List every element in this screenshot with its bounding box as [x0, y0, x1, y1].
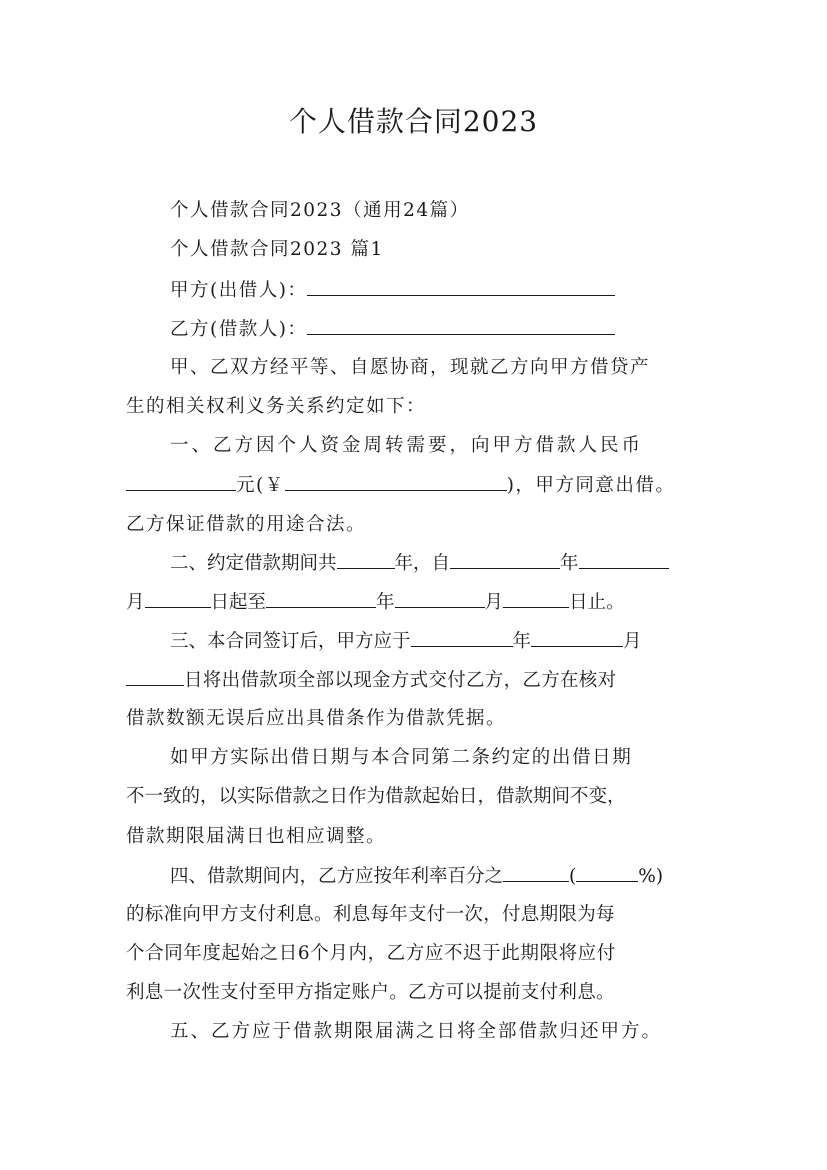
end-month-blank [395, 589, 485, 608]
rate-figure-blank [576, 863, 638, 882]
clause-4-text: 四、借款期间内，乙方应按年利率百分之 [170, 866, 504, 887]
clause-5-line: 五、乙方应于借款期限届满之日将全部借款归还甲方。 [170, 1021, 663, 1042]
paragraph-line: 如甲方实际出借日期与本合同第二条约定的出借日期 [170, 747, 633, 768]
currency-text: 元(￥ [236, 475, 285, 496]
clause-3-row-2 [126, 667, 616, 694]
clause-2-text: 二、约定借款期间共 [170, 553, 337, 574]
clause-2-text: 月 [126, 592, 145, 613]
clause-2-row-2 [126, 589, 625, 616]
end-year-blank [266, 589, 376, 608]
clause-3-text: 年 [512, 631, 532, 652]
clause-4-row [170, 863, 663, 890]
start-month-blank [579, 550, 669, 569]
clause-3-row [170, 628, 642, 655]
delivery-year-blank [411, 628, 513, 647]
subtitle-line: 个人借款合同2023（通用24篇） [170, 200, 470, 221]
years-blank [337, 550, 395, 569]
delivery-day-blank [126, 667, 184, 686]
clause-2-text: 日止。 [569, 592, 625, 613]
clause-1-amount-row [126, 472, 675, 499]
rate-words-blank [503, 863, 569, 882]
clause-2-text: 年 [376, 592, 395, 613]
party-b-blank [307, 316, 615, 335]
clause-4-text: ( [569, 866, 577, 887]
delivery-month-blank [531, 628, 623, 647]
start-day-blank [145, 589, 211, 608]
party-a-row [170, 277, 615, 304]
paragraph-line: 借款数额无误后应出具借条作为借款凭据。 [126, 708, 507, 729]
section-heading: 个人借款合同2023 篇1 [170, 239, 384, 260]
clause-2-text: 年，自 [394, 553, 451, 574]
paragraph-line: 的标准向甲方支付利息。利息每年支付一次，付息期限为每 [126, 904, 615, 925]
clause-2-row [170, 550, 669, 577]
document-title: 个人借款合同2023 [288, 105, 539, 138]
clause-2-text: 月 [484, 592, 504, 613]
clause-3-text: 日将出借款项全部以现金方式交付乙方，乙方在核对 [184, 670, 617, 691]
start-year-blank [450, 550, 560, 569]
paragraph-line: 利息一次性支付至甲方指定账户。乙方可以提前支付利息。 [126, 982, 615, 1003]
paragraph-line: 个合同年度起始之日6个月内，乙方应不迟于此期限将应付 [126, 943, 616, 964]
paragraph-line: 甲、乙双方经平等、自愿协商，现就乙方向甲方借贷产 [170, 357, 651, 378]
paragraph-line: 乙方保证借款的用途合法。 [126, 514, 367, 535]
party-b-label: 乙方(借款人)： [170, 319, 308, 340]
clause-2-text: 日起至 [210, 592, 267, 613]
amount-figure-blank [285, 472, 507, 491]
party-b-row [170, 316, 615, 343]
clause-2-text: 年 [560, 553, 579, 574]
party-a-blank [307, 277, 615, 296]
party-a-label: 甲方(出借人)： [170, 280, 308, 301]
paragraph-line: 借款期限届满日也相应调整。 [126, 826, 387, 847]
clause-4-text: %) [638, 866, 664, 887]
paragraph-line: 不一致的，以实际借款之日作为借款起始日，借款期间不变， [126, 786, 626, 807]
clause-3-text: 三、本合同签订后，甲方应于 [170, 631, 411, 652]
paragraph-line: 生的相关权利义务关系约定如下： [126, 396, 427, 417]
agreement-text: )，甲方同意出借。 [506, 475, 676, 496]
clause-1-line: 一、乙方因个人资金周转需要，向甲方借款人民币 [170, 435, 644, 456]
amount-words-blank [126, 472, 236, 491]
clause-3-text: 月 [623, 631, 642, 652]
end-day-blank [503, 589, 569, 608]
